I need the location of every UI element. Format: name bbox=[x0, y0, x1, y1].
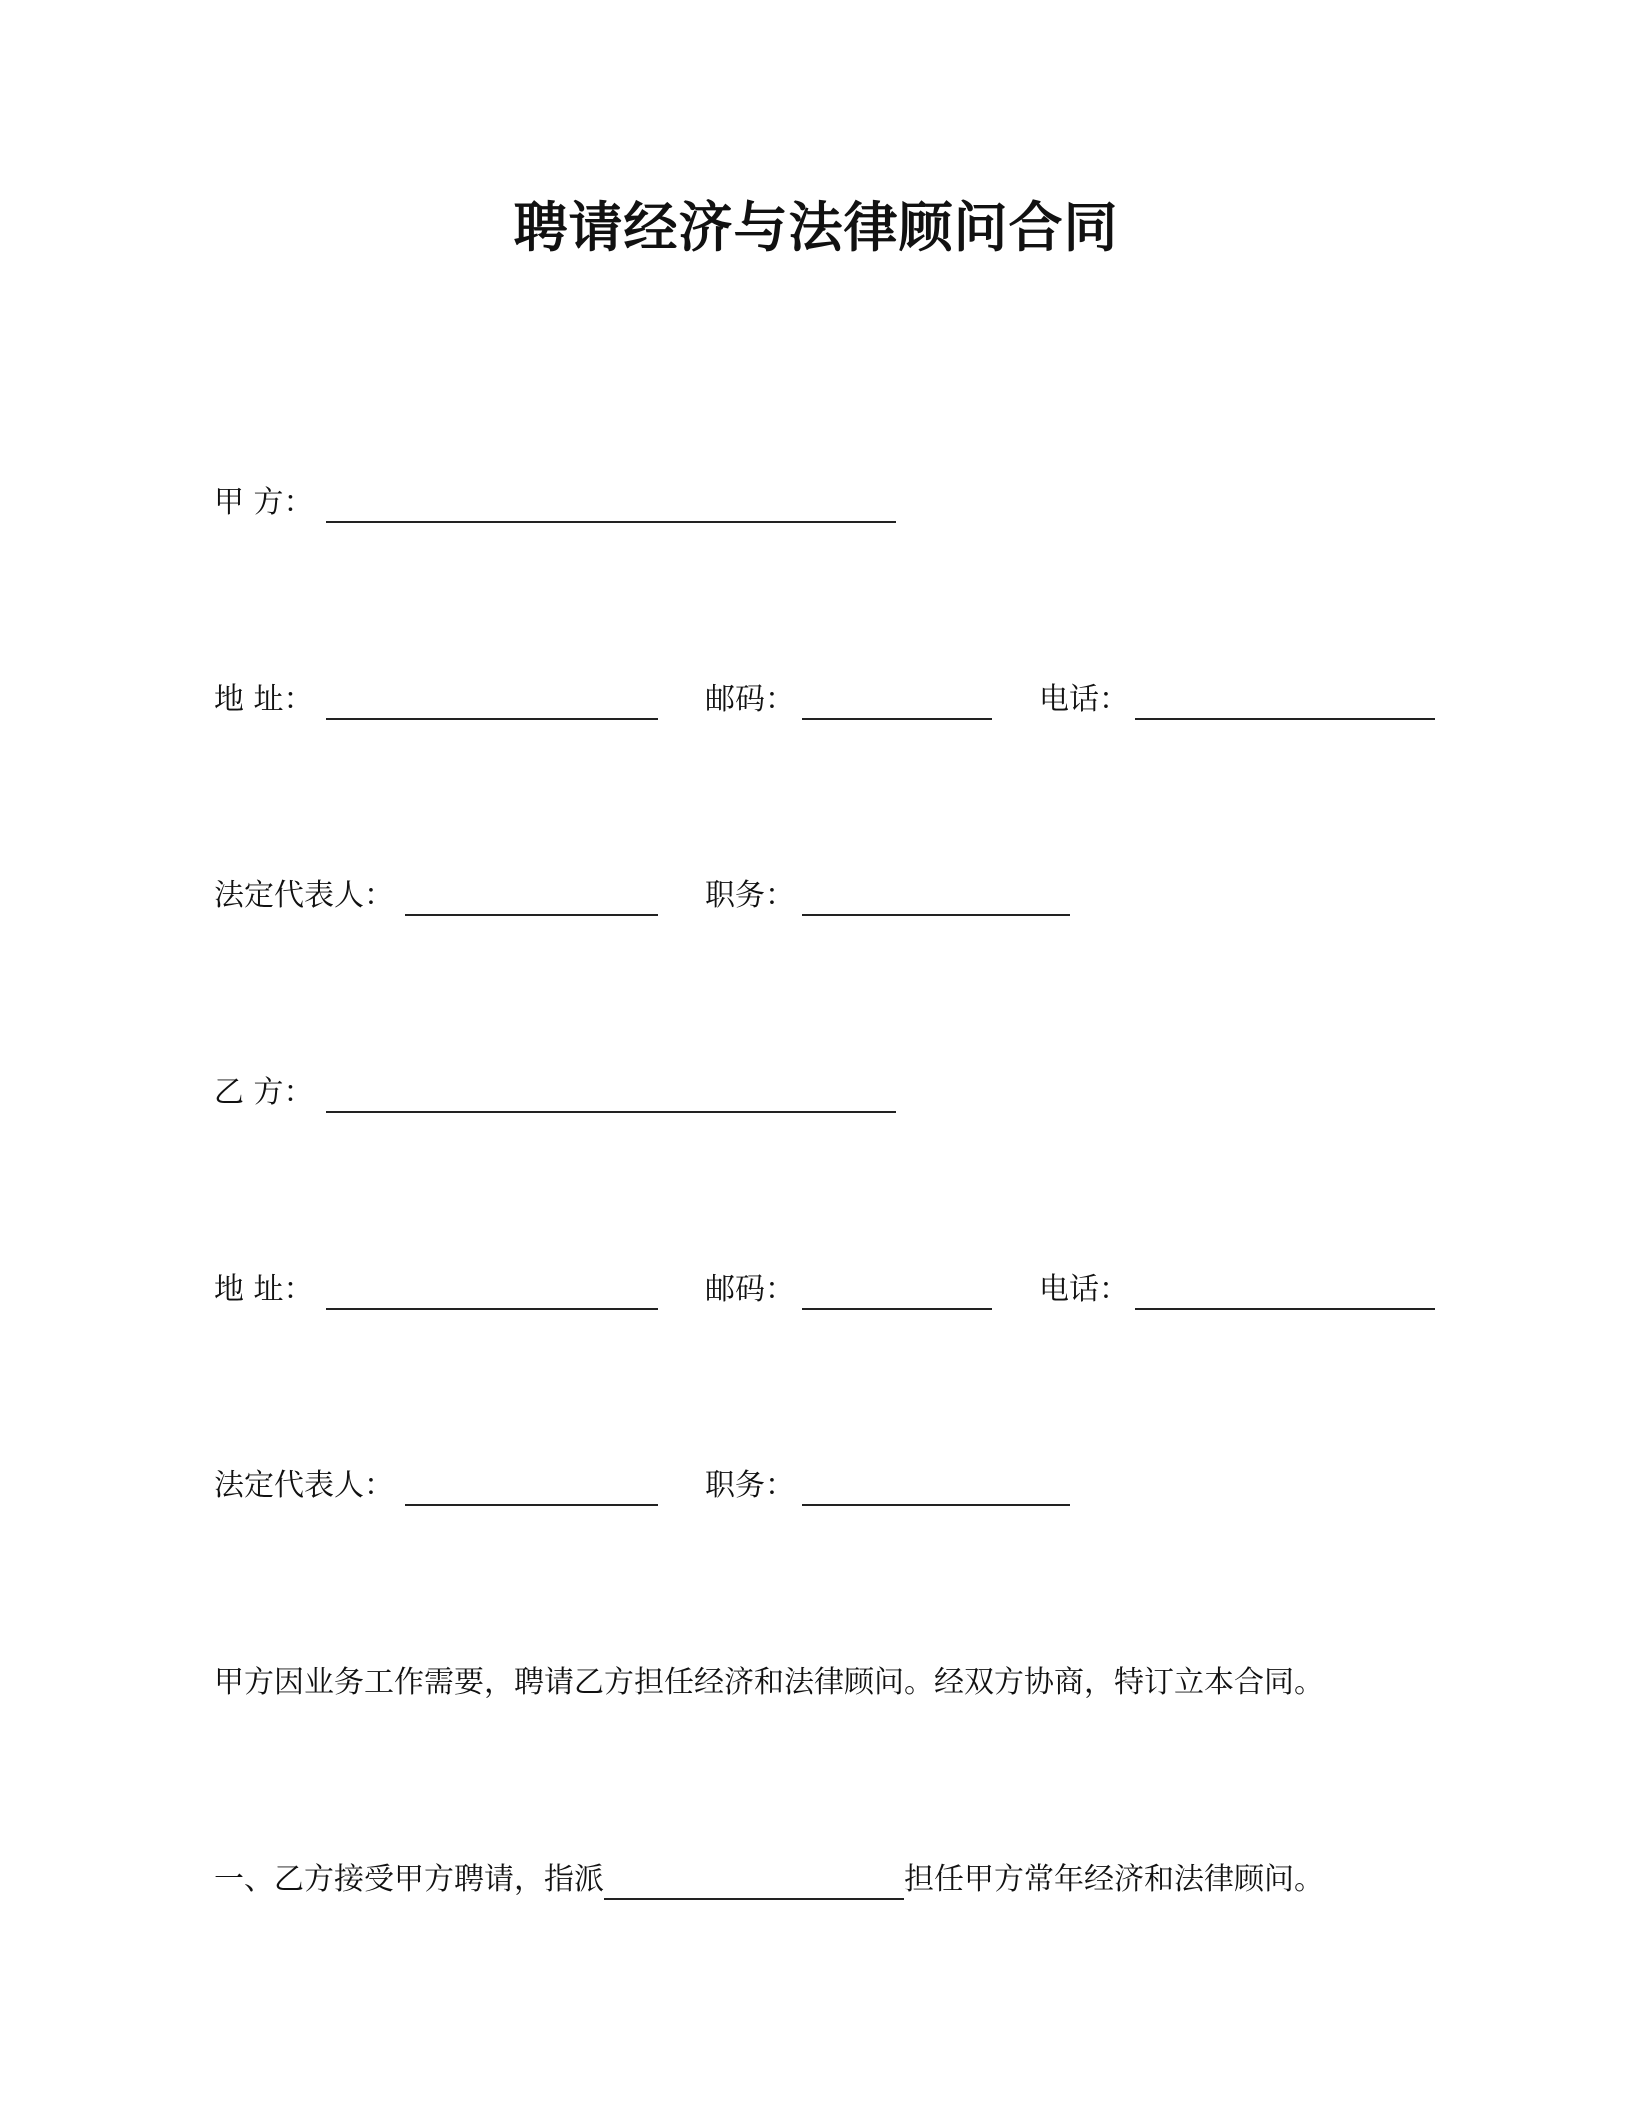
clause-1-text-before: 一、乙方接受甲方聘请，指派 bbox=[214, 1862, 604, 1897]
party-a-position-field[interactable] bbox=[802, 914, 1070, 916]
party-a-address-field[interactable] bbox=[326, 718, 658, 720]
party-a-name-field[interactable] bbox=[326, 521, 896, 523]
party-b-name-row bbox=[0, 1073, 1632, 1113]
party-b-position-field[interactable] bbox=[802, 1504, 1070, 1506]
party-a-position-label: 职务： bbox=[705, 878, 795, 913]
party-b-phone-field[interactable] bbox=[1135, 1308, 1435, 1310]
party-b-name-field[interactable] bbox=[326, 1111, 896, 1113]
party-a-name-row bbox=[0, 483, 1632, 523]
party-a-name-label: 甲 方： bbox=[214, 485, 314, 520]
clause-1 bbox=[214, 1860, 1324, 1900]
party-b-postcode-label: 邮码： bbox=[705, 1272, 795, 1307]
party-b-postcode-field[interactable] bbox=[802, 1308, 992, 1310]
clause-1-text-after: 担任甲方常年经济和法律顾问。 bbox=[904, 1862, 1324, 1897]
party-b-address-field[interactable] bbox=[326, 1308, 658, 1310]
party-b-address-label: 地 址： bbox=[214, 1272, 314, 1307]
party-a-contact-row bbox=[0, 680, 1632, 720]
party-a-rep-row bbox=[0, 876, 1632, 916]
party-b-rep-field[interactable] bbox=[405, 1504, 658, 1506]
party-a-postcode-label: 邮码： bbox=[705, 682, 795, 717]
party-b-rep-label: 法定代表人： bbox=[214, 1468, 394, 1503]
party-b-rep-row bbox=[0, 1466, 1632, 1506]
intro-paragraph: 甲方因业务工作需要，聘请乙方担任经济和法律顾问。经双方协商，特订立本合同。 bbox=[214, 1665, 1324, 1700]
party-b-name-label: 乙 方： bbox=[214, 1075, 314, 1110]
clause-1-appointee-field[interactable] bbox=[604, 1860, 904, 1900]
party-a-phone-label: 电话： bbox=[1039, 682, 1129, 717]
party-a-postcode-field[interactable] bbox=[802, 718, 992, 720]
party-a-rep-field[interactable] bbox=[405, 914, 658, 916]
party-a-rep-label: 法定代表人： bbox=[214, 878, 394, 913]
party-a-phone-field[interactable] bbox=[1135, 718, 1435, 720]
document-title: 聘请经济与法律顾问合同 bbox=[513, 196, 1119, 259]
party-a-address-label: 地 址： bbox=[214, 682, 314, 717]
party-b-contact-row bbox=[0, 1270, 1632, 1310]
party-b-position-label: 职务： bbox=[705, 1468, 795, 1503]
party-b-phone-label: 电话： bbox=[1039, 1272, 1129, 1307]
